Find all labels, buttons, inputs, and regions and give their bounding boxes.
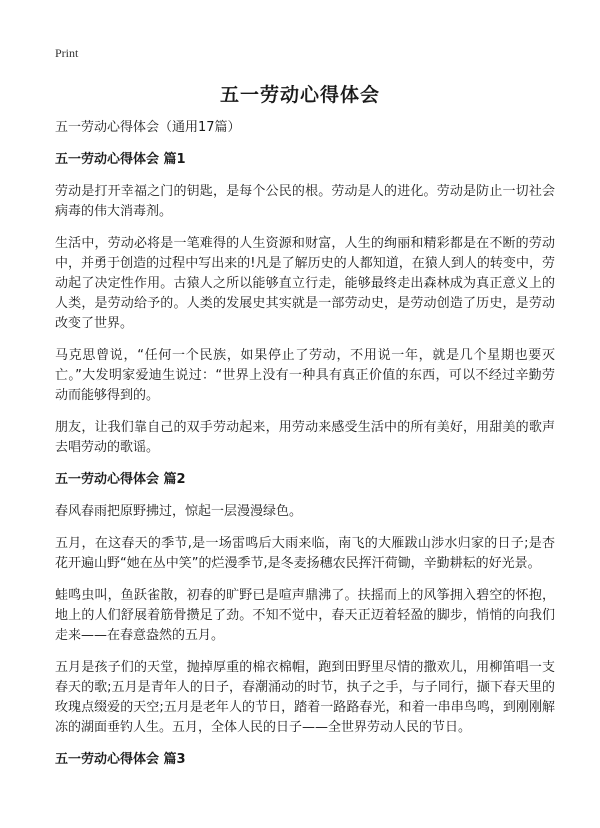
paragraph: 五月是孩子们的天堂，抛掉厚重的棉衣棉帽，跑到田野里尽情的撒欢儿，用柳笛唱一支春天的歌;五月是青年人的日子，春潮涌动的时节，执子之手，与子同行，撷下春天里的玫瑰点缀爱的天空;五月是老年人的节日，踏着一路路春光，和着一串串鸟鸣，到刚刚解冻的湖面垂钓人生。五月，全体人民的日子——全世界劳动人民的节日。 (55, 660, 555, 735)
section-heading: 五一劳动心得体会 篇3 (55, 752, 186, 767)
paragraph: 生活中，劳动必将是一笔难得的人生资源和财富，人生的绚丽和精彩都是在不断的劳动中，并勇于创造的过程中写出来的!凡是了解历史的人都知道，在猿人到人的转变中，劳动起了决定性作用。古猿人之所以能够直立行走，能够最终走出森林成为真正意义上的人类，是劳动给予的。人类的发展史其实就是一部劳动史，是劳动创造了历史，是劳动改变了世界。 (55, 236, 555, 331)
article-body (55, 118, 555, 782)
paragraph: 朋友，让我们靠自己的双手劳动起来，用劳动来感受生活中的所有美好，用甜美的歌声去唱劳动的歌谣。 (55, 420, 555, 455)
section-2 (55, 470, 555, 738)
paragraph: 马克思曾说，“任何一个民族，如果停止了劳动，不用说一年，就是几个星期也要灭亡。”大发明家爱迪生说过：“世界上没有一种具有真正价值的东西，可以不经过辛勤劳动而能够得到的。 (55, 348, 555, 403)
paragraph: 蛙鸣虫叫，鱼跃雀散，初春的旷野已是喧声鼎沸了。扶摇而上的风筝拥入碧空的怀抱，地上的人们舒展着筋骨攒足了劲。不知不觉中，春天正迈着轻盈的脚步，悄悄的向我们走来——在春意盎然的五月。 (55, 588, 555, 643)
paragraph: 劳动是打开幸福之门的钥匙，是每个公民的根。劳动是人的进化。劳动是防止一切社会病毒的伟大消毒剂。 (55, 184, 555, 219)
section-heading: 五一劳动心得体会 篇2 (55, 472, 186, 487)
paragraph: 五月，在这春天的季节,是一场雷鸣后大雨来临，南飞的大雁跋山涉水归家的日子;是杏花开遍山野“她在丛中笑”的烂漫季节,是冬麦扬穗农民挥汗荷锄，辛勤耕耘的好光景。 (55, 536, 555, 571)
page-title: 五一劳动心得体会 (219, 84, 380, 106)
article-subtitle: 五一劳动心得体会（通用17篇） (55, 120, 241, 135)
paragraph: 春风春雨把原野拂过，惊起一层漫漫绿色。 (55, 504, 303, 519)
section-1 (55, 150, 555, 458)
print-link[interactable]: Print (55, 46, 79, 60)
section-heading: 五一劳动心得体会 篇1 (55, 152, 186, 167)
section-3 (55, 750, 555, 770)
